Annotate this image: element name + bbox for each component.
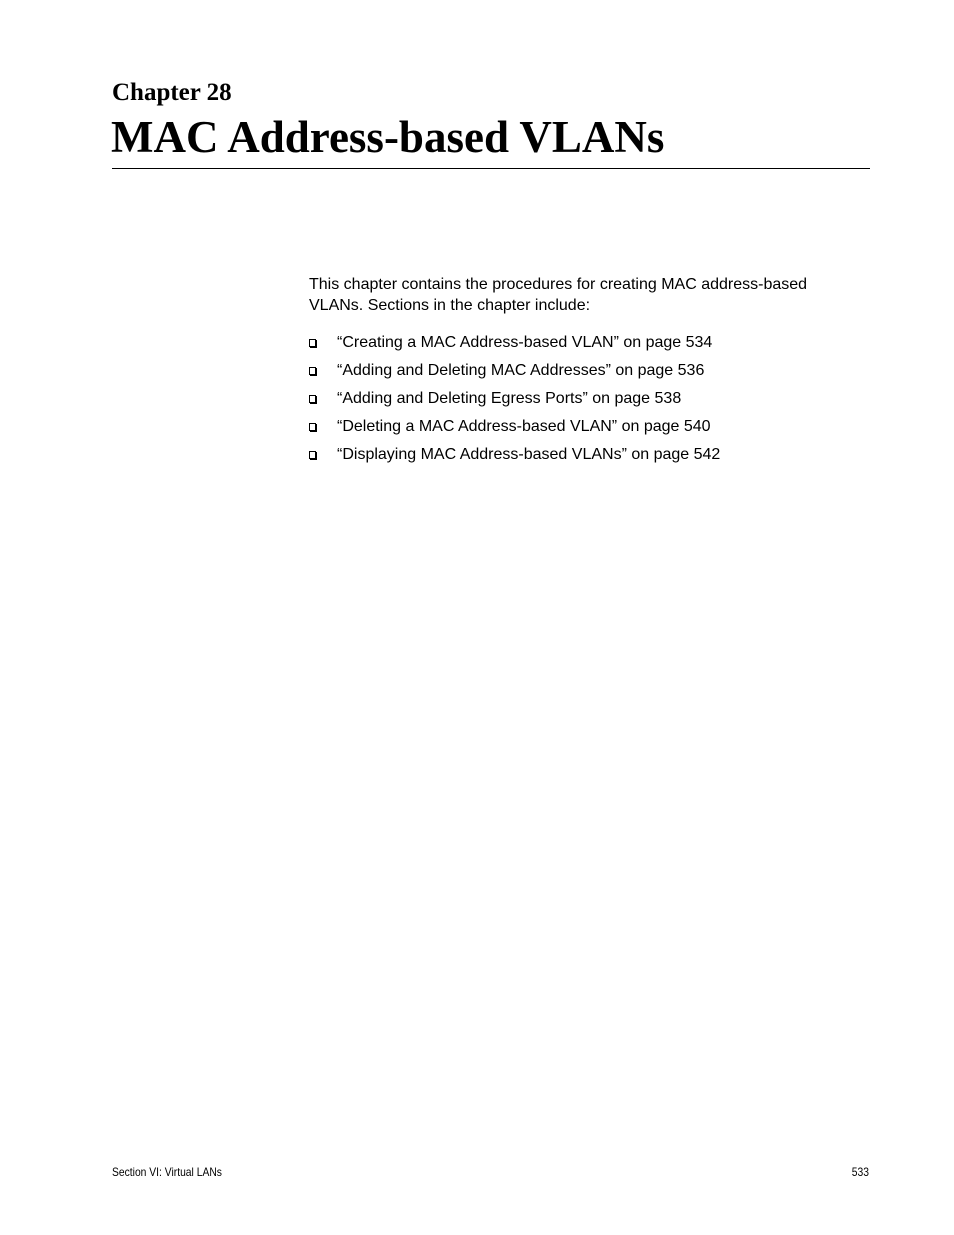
checkbox-bullet-icon (309, 360, 337, 382)
checkbox-bullet-icon (309, 444, 337, 466)
section-list (309, 332, 720, 472)
section-link[interactable]: “Displaying MAC Address-based VLANs” on page 542 (337, 446, 721, 463)
section-link[interactable]: “Deleting a MAC Address-based VLAN” on page 540 (337, 418, 711, 435)
section-link[interactable]: “Creating a MAC Address-based VLAN” on page 534 (337, 334, 713, 351)
list-item[interactable] (309, 416, 720, 444)
list-item[interactable] (309, 388, 720, 416)
checkbox-bullet-icon (309, 416, 337, 438)
section-link[interactable]: “Adding and Deleting Egress Ports” on page 538 (337, 390, 682, 407)
section-link[interactable]: “Adding and Deleting MAC Addresses” on page 536 (337, 362, 705, 379)
footer-page-number: 533 (851, 1165, 869, 1179)
footer-section-title: Section VI: Virtual LANs (112, 1165, 222, 1179)
list-item[interactable] (309, 360, 720, 388)
checkbox-bullet-icon (309, 388, 337, 410)
checkbox-bullet-icon (309, 332, 337, 354)
list-item[interactable] (309, 332, 720, 360)
list-item[interactable] (309, 444, 720, 472)
chapter-label: Chapter 28 (112, 79, 232, 106)
intro-paragraph: This chapter contains the procedures for creating MAC address-based VLANs. Sections in the chapter include: (309, 276, 808, 314)
page-title: MAC Address-based VLANs (111, 112, 665, 162)
title-divider (112, 168, 870, 169)
